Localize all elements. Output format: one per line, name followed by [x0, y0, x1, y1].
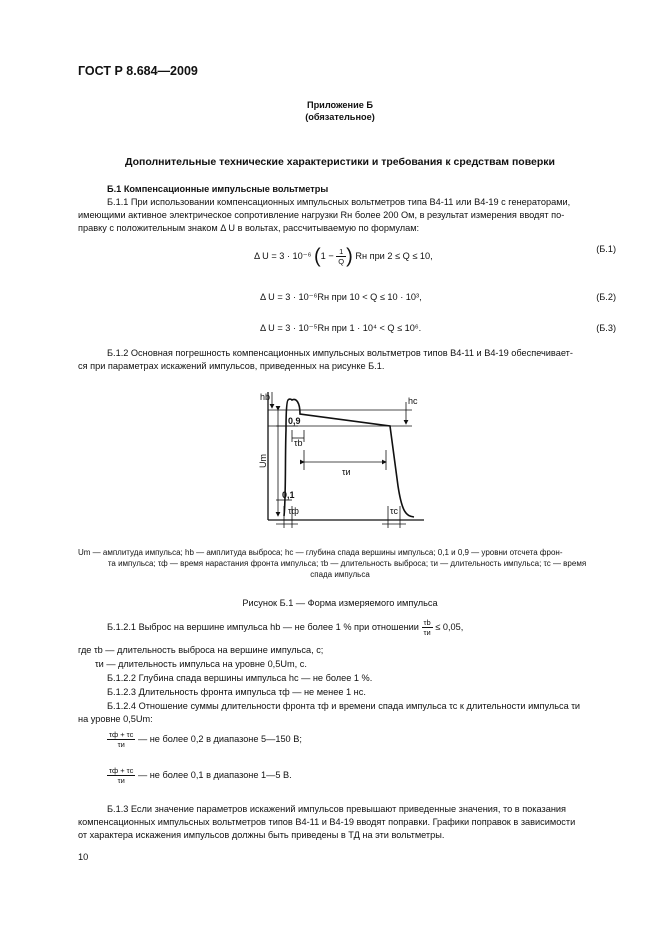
formula-b3-label: (Б.3) [596, 323, 616, 333]
um-label: Um [258, 454, 268, 468]
formula-b1-num: 1 [336, 247, 346, 257]
p111-line2: имеющими активное электрическое сопротивление нагрузки Rн более 200 Ом, в результат измерения вводят по- [78, 210, 565, 220]
p1121 [107, 618, 463, 637]
hc-label: hc [408, 396, 418, 406]
p111-line3: правку с положительным знаком Δ U в вольтах, рассчитываемую по формулам: [78, 223, 420, 233]
formula-b1-left: Δ U = 3 · 10⁻⁶ [254, 251, 312, 261]
b1-heading: Б.1 Компенсационные импульсные вольтметры [107, 184, 329, 194]
ratio-row-2 [107, 766, 292, 785]
pulse-figure [258, 388, 428, 536]
ratio1-num: τф + τс [109, 730, 134, 739]
standard-designation: ГОСТ Р 8.684—2009 [78, 64, 198, 78]
tau-b-label: τb [294, 438, 303, 448]
p1123: Б.1.2.3 Длительность фронта импульса τф — не менее 1 нс. [107, 687, 366, 697]
ratio-row-1 [107, 730, 302, 749]
ratio2-den: τи [117, 776, 125, 785]
p111-line1: Б.1.1 При использовании компенсационных импульсных вольтметров типа В4-11 или В4-19 с генераторами, [107, 197, 571, 207]
ratio2-num: τф + τс [109, 766, 134, 775]
appendix-status: (обязательное) [305, 112, 375, 122]
tau-f-label: τф [288, 506, 299, 516]
section-title: Дополнительные технические характеристики и требования к средствам поверки [124, 156, 556, 168]
formula-b1-paren: 1 − [320, 251, 334, 261]
formula-b2-label: (Б.2) [596, 292, 616, 302]
figure-legend-line1: Um — амплитуда импульса; hb — амплитуда выброса; hc — глубина спада вершины импульса; 0,1 и 0,9 — уровни отсчета фрон- [78, 548, 563, 557]
page-number: 10 [78, 852, 89, 862]
p1124-line1: Б.1.2.4 Отношение суммы длительности фронта τф и времени спада импульса τс к длительности импульса τи [107, 701, 581, 711]
p1121-where1: где τb — длительность выброса на вершине импульса, с; [78, 645, 324, 655]
p1121-frac-den: τи [423, 628, 431, 637]
hb-label: hb [260, 392, 271, 402]
p112-line1: Б.1.2 Основная погрешность компенсационных импульсных вольтметров типов В4-11 и В4-19 обеспечивает- [107, 348, 573, 358]
formula-b3: Δ U = 3 · 10⁻⁵Rн при 1 · 10⁴ < Q ≤ 10⁶. [260, 323, 422, 333]
p1124-line2: на уровне 0,5Um: [78, 714, 153, 724]
ratio2-text: — не более 0,1 в диапазоне 1—5 В. [137, 769, 292, 780]
formula-b1-fraction [336, 247, 346, 266]
formula-b1-right: Rн при 2 ≤ Q ≤ 10, [355, 251, 433, 261]
ratio1-fraction [107, 730, 135, 749]
p1122: Б.1.2.2 Глубина спада вершины импульса hc — не более 1 %. [107, 673, 373, 683]
tau-i-label: τи [342, 467, 351, 477]
tau-c-label: τс [390, 506, 399, 516]
ratio1-den: τи [117, 740, 125, 749]
figure-caption: Рисунок Б.1 — Форма измеряемого импульса [242, 598, 438, 608]
formula-b1-label: (Б.1) [596, 244, 616, 254]
figure-legend-line3: спада импульса [310, 570, 370, 579]
figure-legend-line2: та импульса; τф — время нарастания фронта импульса; τb — длительность выброса; τи — длительность импульса; τс — время [107, 559, 587, 568]
p113-line3: от характера искажения импульсов должны быть приведены в ТД на эти вольтметры. [78, 830, 445, 840]
p113-line2: компенсационных импульсных вольтметров типов В4-11 и В4-19 вводят поправки. Графики поправок в зависимости [78, 817, 576, 827]
formula-b2: Δ U = 3 · 10⁻⁶Rн при 10 < Q ≤ 10 · 10³, [260, 292, 422, 302]
p113-line1: Б.1.3 Если значение параметров искажений импульсов превышают приведенные значения, то в показания [107, 804, 567, 814]
p1121-fraction [422, 618, 433, 637]
formula-b1: Δ U = 3 · 10⁻⁶ (1 − $\frac{1}{Q}$ ) Rн при 2 ≤ Q ≤ 10, [254, 245, 433, 268]
formula-b1-den: Q [338, 257, 345, 267]
appendix-title: Приложение Б [306, 100, 374, 110]
p1121-tail: ≤ 0,05, [435, 621, 464, 632]
p1121-where2: τи — длительность импульса на уровне 0,5Um, с. [95, 659, 307, 669]
ratio1-text: — не более 0,2 в диапазоне 5—150 В; [137, 733, 302, 744]
p1121-text: Б.1.2.1 Выброс на вершине импульса hb — не более 1 % при отношении [107, 621, 419, 632]
level-01-label: 0,1 [282, 490, 295, 500]
pulse-curve [284, 399, 414, 517]
level-09-label: 0,9 [288, 416, 301, 426]
p1121-frac-num: τb [422, 618, 433, 628]
ratio2-fraction [107, 766, 135, 785]
p112-line2: ся при параметрах искажений импульсов, приведенных на рисунке Б.1. [78, 361, 385, 371]
